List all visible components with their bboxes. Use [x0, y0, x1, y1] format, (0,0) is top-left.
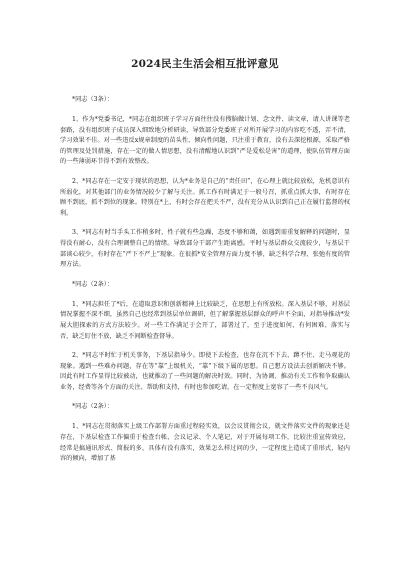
section-heading: *同志（3条）：	[72, 96, 114, 103]
paragraph: 2、*同志存在一定安于现状的思想，认为*业务是自己的“责任田”，在心理上就比较放松，危机意识有所弱化，对其他部门的业务情况较少了解与关注。抓工作有时满足于一般号召，抓重点抓大事，有时存在顾不到底，抓不到位的现象。特别在*上，有时会存在把关不严，没有充分从认识到自己正在履行监督的权利。	[60, 177, 350, 217]
paragraph: 1、*同志担任了*后，在道取意识和创新精神上比较缺乏，在思想上有所放松。深入基层不够，对基层情况掌握不深不细，虽然自己也经常到基层单位调研，但了解掌握基层群众的呼声不全面，对指导推动*发展大胆探索的方式方法较少。对一些工作满足于会开了，部署过了，至于进度如何，有何困难、落实与否，缺乏盯住不放，缺乏不间断检查督导。	[60, 300, 350, 340]
paragraph: 2、*同志平时忙于机关事务，下基层指导少。即使下去检查，也存在沉不下去、蹲不住、走马观花的现象。遇到一些难办问题，存在等“靠”上级机关，“靠”下级下属的思想。自己想方设法去创新解决不够。因此有时工作显得比较被动，也就推动了一些问题的解决时效。同时，为协调、推动有关工作和争取确认业务，经费等各个方面的关注、帮助和支持，有时也参加吃请，在一定程度上宽容了一些不良风气。	[60, 352, 350, 391]
critique-section-1	[60, 95, 350, 271]
paragraph: 3、*同志有时当手头工作稍多时，性子就有些急躁，态度不够和蔼，如遇到需重复解释的问题时，显得没有耐心，没有合理调整自己的情绪。导致部分干部产生距离感。平时与基层群众交流较少，与基层干部谈心较少，有时存在“严下不严上”现象。在很抓*安全管理方面力度不够，缺乏科学合理、张弛有度的管理方法。	[60, 229, 350, 269]
critique-section-3	[60, 402, 350, 464]
document-title: 2024民主生活会相互批评意见	[131, 58, 279, 70]
section-heading: *同志（2条）：	[72, 403, 114, 411]
section-heading: *同志（2条）：	[72, 280, 114, 288]
paragraph: 1、*同志在贯彻落实上级工作部署方面重过程轻实效，以会议贯彻会议，就文件落实文件的现象还是存在，下基层检查工作偏重于检查台帐、会议记录、个人笔记，对于开展每项工作，比较注重宣传效应，经常是搞通讯形式、简报的多，具体有没有落实，效果怎么样过问的少，一定程度上造成了重形式，轻内容的倾向，增加了基	[60, 423, 350, 463]
paragraph: 1、作为*党委书记，*同志在组织班子学习方面往往没有搜脑做计划、念文件、读文章，请人讲课等老套路，没有组织班子成员深入细致地分析研读，导致部分党委班子对所开展学习的内容吃不透，弄不清，学习效果不佳。对一些违反x规章制度的苗头性、倾向性问题，只注重于教育，没有去深挖根源，采取严格的管理及处罚措施，存在一定的做人情思想，没有清醒地认识到“严是爱松是害”的道理，使队伍管理方面的一些薄弱环节得不到有效整改。	[60, 116, 350, 166]
critique-section-2	[60, 280, 350, 394]
